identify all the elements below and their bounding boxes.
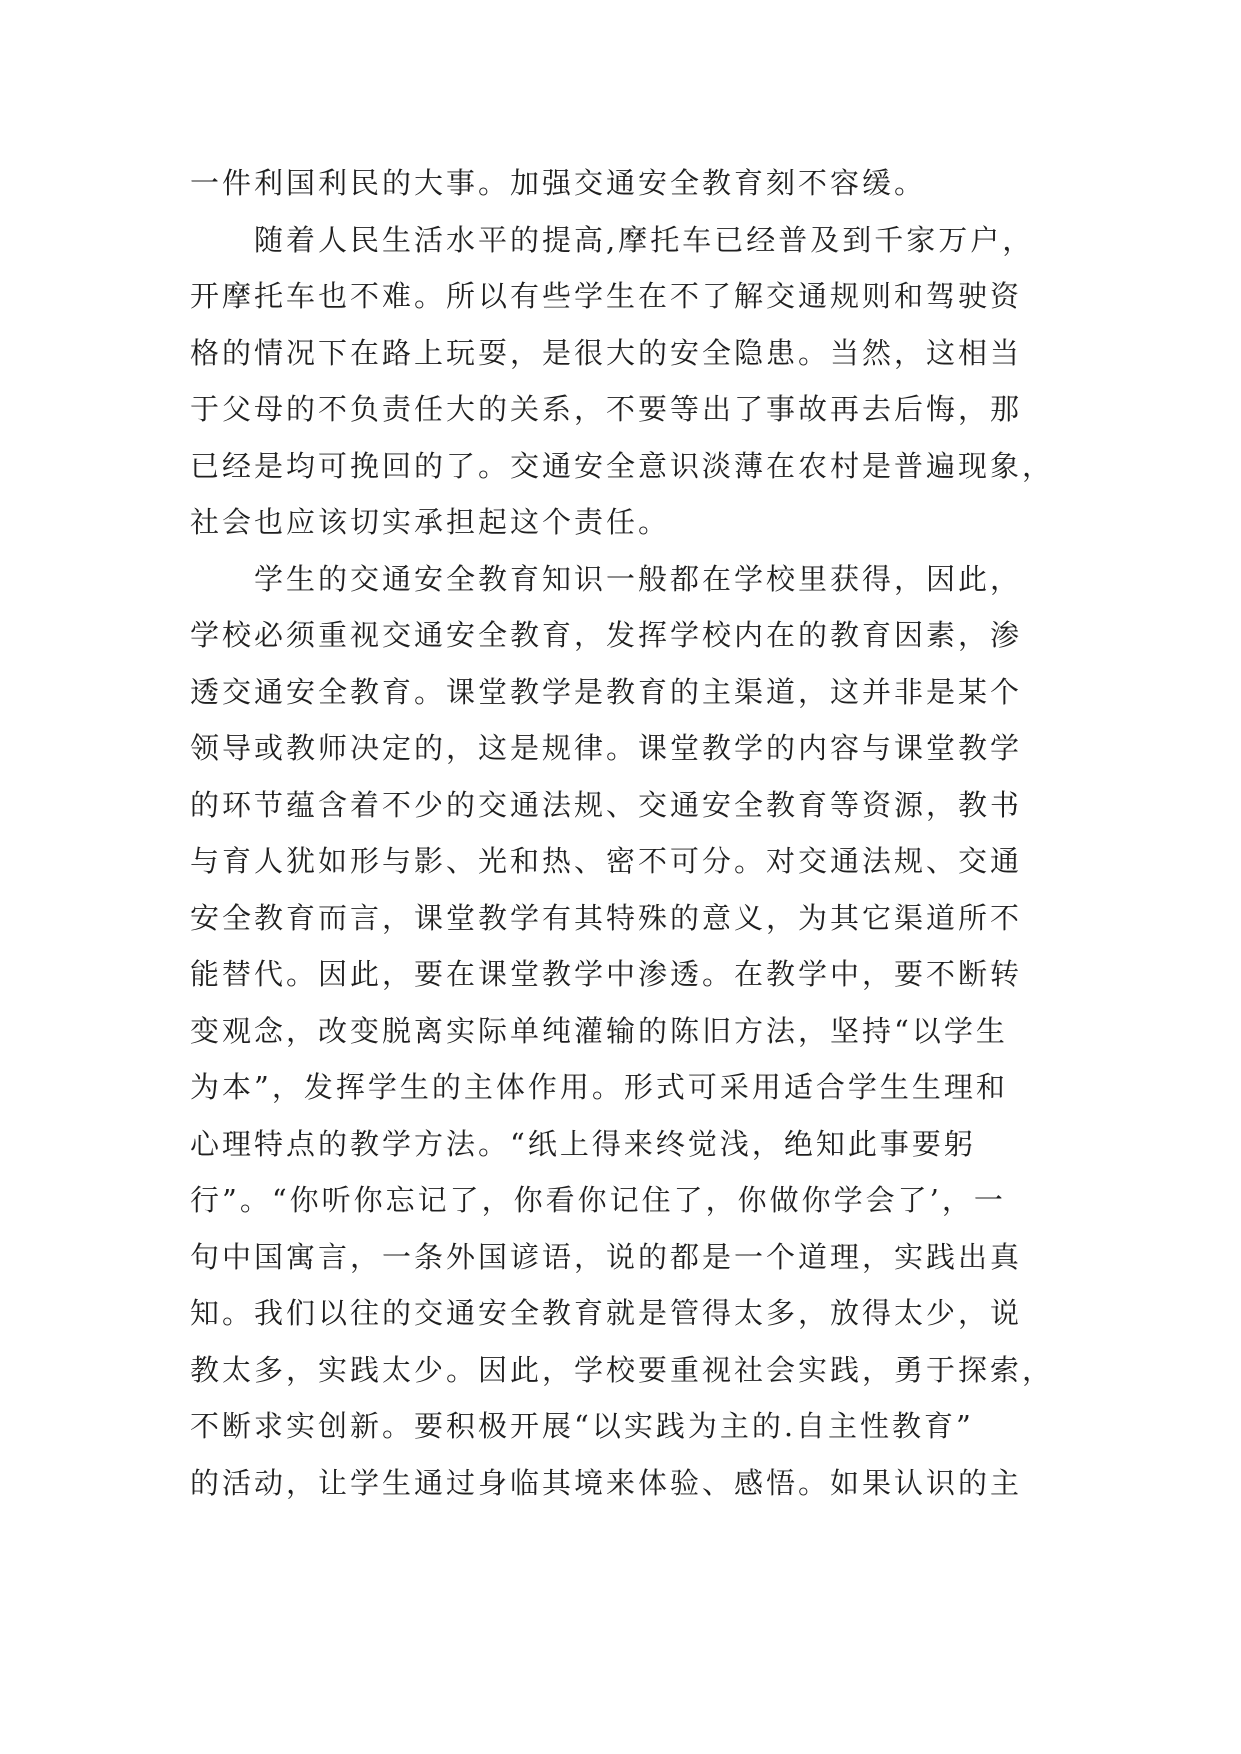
text-line: 领导或教师决定的，这是规律。课堂教学的内容与课堂教学: [190, 731, 1023, 765]
paragraph-1: [190, 155, 1070, 212]
text-line: 知。我们以往的交通安全教育就是管得太多，放得太少，说: [190, 1296, 1023, 1330]
paragraph-3: [190, 551, 1070, 1512]
text-line: 已经是均可挽回的了。交通安全意识淡薄在农村是普遍现象，: [190, 448, 1055, 483]
text-line: 教太多，实践太少。因此，学校要重视社会实践，勇于探索，: [190, 1352, 1055, 1387]
text-line: 为本”，发挥学生的主体作用。形式可采用适合学生生理和: [190, 1070, 1008, 1104]
text-line: 变观念，改变脱离实际单纯灌输的陈旧方法，坚持“以学生: [190, 1013, 1008, 1048]
text-line: 开摩托车也不难。所以有些学生在不了解交通规则和驾驶资: [190, 279, 1023, 313]
text-line: 于父母的不负责任大的关系，不要等出了事故再去后悔，那: [190, 392, 1023, 426]
paragraph-2: [190, 212, 1070, 551]
text-line: 学校必须重视交通安全教育，发挥学校内在的教育因素，渗: [190, 618, 1023, 652]
text-line: 的活动，让学生通过身临其境来体验、感悟。如果认识的主: [190, 1465, 1023, 1500]
text-line: 行”。“你听你忘记了，你看你记住了，你做你学会了’，一: [190, 1183, 1006, 1217]
text-line: 与育人犹如形与影、光和热、密不可分。对交通法规、交通: [190, 844, 1023, 878]
text-line: 随着人民生活水平的提高,摩托车已经普及到千家万户，: [254, 222, 1035, 257]
text-line: 学生的交通安全教育知识一般都在学校里获得，因此，: [254, 561, 1023, 596]
text-line: 句中国寓言，一条外国谚语，说的都是一个道理，实践出真: [190, 1239, 1023, 1274]
text-line: 的环节蕴含着不少的交通法规、交通安全教育等资源，教书: [190, 787, 1023, 822]
text-line: 社会也应该切实承担起这个责任。: [190, 505, 671, 539]
document-body: [190, 155, 1070, 1511]
text-line: 心理特点的教学方法。“纸上得来终觉浅，绝知此事要躬: [190, 1126, 976, 1161]
text-line: 格的情况下在路上玩耍，是很大的安全隐患。当然，这相当: [190, 335, 1023, 370]
text-line: 不断求实创新。要积极开展“以实践为主的.自主性教育”: [190, 1409, 974, 1443]
text-line: 一件利国利民的大事。加强交通安全教育刻不容缓。: [190, 166, 927, 200]
text-line: 能替代。因此，要在课堂教学中渗透。在教学中，要不断转: [190, 957, 1023, 991]
text-line: 安全教育而言，课堂教学有其特殊的意义，为其它渠道所不: [190, 900, 1023, 935]
text-line: 透交通安全教育。课堂教学是教育的主渠道，这并非是某个: [190, 674, 1023, 709]
